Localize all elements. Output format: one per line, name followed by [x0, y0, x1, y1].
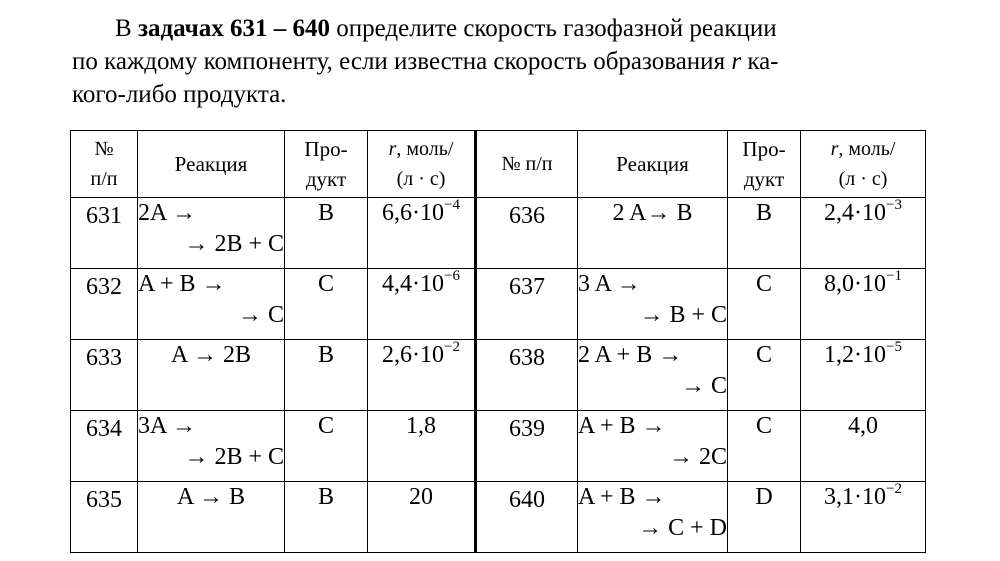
reaction-left [138, 198, 285, 269]
header-product-right: Про- дукт [728, 131, 801, 198]
task-number-left: 633 [71, 340, 138, 411]
reaction-right [578, 411, 728, 482]
header-rate-left: r, моль/ (л · с) [368, 131, 476, 198]
table-row [71, 269, 926, 340]
reaction-line-2: → 2C [668, 444, 727, 470]
task-number-right: 637 [476, 269, 578, 340]
reaction-line-2: → C [680, 373, 727, 399]
statement-line-3: кого-либо продукта. [72, 81, 287, 108]
rate-mantissa: 1,8 [406, 413, 436, 439]
reaction-line-1: A → B [176, 484, 245, 510]
reaction-left [138, 340, 285, 411]
task-number-right: 640 [476, 482, 578, 553]
rate-mantissa: 4,4·10 [382, 271, 445, 297]
rate-right [801, 482, 926, 553]
rate-left [368, 198, 476, 269]
header-reaction-right: Реакция [578, 131, 728, 198]
product-left: C [285, 269, 368, 340]
product-right: C [728, 340, 801, 411]
task-number-right: 639 [476, 411, 578, 482]
task-number-left: 631 [71, 198, 138, 269]
reaction-line-1: 2A → [138, 200, 197, 226]
statement-prefix: В [115, 15, 132, 42]
reaction-line-2: → 2B + C [184, 231, 284, 257]
rate-left [368, 482, 476, 553]
rate-left [368, 269, 476, 340]
task-number-left: 635 [71, 482, 138, 553]
reaction-left [138, 482, 285, 553]
rate-mantissa: 4,0 [848, 413, 878, 439]
reaction-right [578, 269, 728, 340]
table-row [71, 198, 926, 269]
rate-right [801, 411, 926, 482]
reaction-right [578, 198, 728, 269]
task-number-right: 636 [476, 198, 578, 269]
rate-left [368, 411, 476, 482]
rate-mantissa: 20 [409, 484, 433, 510]
statement-line2-text: по каждому компоненту, если известна скорость образования [72, 48, 726, 75]
reaction-line-1: 2 A + B → [578, 342, 683, 368]
reaction-line-2: → C [237, 302, 284, 328]
product-left: B [285, 340, 368, 411]
task-number-left: 634 [71, 411, 138, 482]
product-right: D [728, 482, 801, 553]
rate-mantissa: 2,6·10 [382, 342, 445, 368]
rate-mantissa: 8,0·10 [824, 271, 887, 297]
header-num-left: № п/п [71, 131, 138, 198]
reaction-line-1: 3A → [138, 413, 197, 439]
statement-line1-text: определите скорость газофазной реакции [336, 15, 777, 42]
rate-left [368, 340, 476, 411]
rate-mantissa: 6,6·10 [382, 200, 445, 226]
rate-mantissa: 3,1·10 [824, 484, 887, 510]
rate-right [801, 340, 926, 411]
rate-exponent: −1 [886, 268, 902, 284]
statement-task-range: задачах 631 – 640 [137, 15, 330, 42]
header-num-right: № п/п [476, 131, 578, 198]
product-right: B [728, 198, 801, 269]
problem-statement [72, 12, 930, 111]
reaction-right [578, 340, 728, 411]
header-reaction-left: Реакция [138, 131, 285, 198]
reaction-line-1: 3 A → [578, 271, 641, 297]
reaction-left [138, 269, 285, 340]
table-row [71, 482, 926, 553]
rate-exponent: −3 [886, 197, 902, 213]
reaction-line-1: A + B → [578, 413, 666, 439]
rate-exponent: −5 [886, 339, 902, 355]
rate-exponent: −2 [886, 481, 902, 497]
reaction-right [578, 482, 728, 553]
product-left: B [285, 198, 368, 269]
rate-mantissa: 2,4·10 [824, 200, 887, 226]
reaction-left [138, 411, 285, 482]
header-product-left: Про- дукт [285, 131, 368, 198]
product-right: C [728, 411, 801, 482]
rate-mantissa: 1,2·10 [824, 342, 887, 368]
reaction-line-2: → 2B + C [184, 444, 284, 470]
product-left: C [285, 411, 368, 482]
table-body [71, 198, 926, 553]
rate-exponent: −2 [444, 339, 460, 355]
reaction-line-2: → C + D [638, 515, 727, 541]
table-header-row [71, 131, 926, 198]
reactions-table [70, 130, 926, 553]
rate-right [801, 198, 926, 269]
statement-line2-hyphen: ка- [747, 48, 779, 75]
statement-line-2 [72, 45, 930, 78]
statement-line-1 [72, 12, 930, 45]
reaction-line-1: A + B → [138, 271, 226, 297]
product-right: C [728, 269, 801, 340]
reaction-line-1: A → 2B [170, 342, 251, 368]
product-left: B [285, 482, 368, 553]
rate-exponent: −6 [444, 268, 460, 284]
rate-exponent: −4 [444, 197, 460, 213]
reaction-line-1: A + B → [578, 484, 666, 510]
table-row [71, 411, 926, 482]
reaction-line-1: 2 A→ B [612, 200, 693, 226]
task-number-left: 632 [71, 269, 138, 340]
table-row [71, 340, 926, 411]
reaction-line-2: → B + C [639, 302, 727, 328]
task-number-right: 638 [476, 340, 578, 411]
rate-right [801, 269, 926, 340]
header-rate-right: r, моль/ (л · с) [801, 131, 926, 198]
rate-variable: r [731, 48, 742, 75]
